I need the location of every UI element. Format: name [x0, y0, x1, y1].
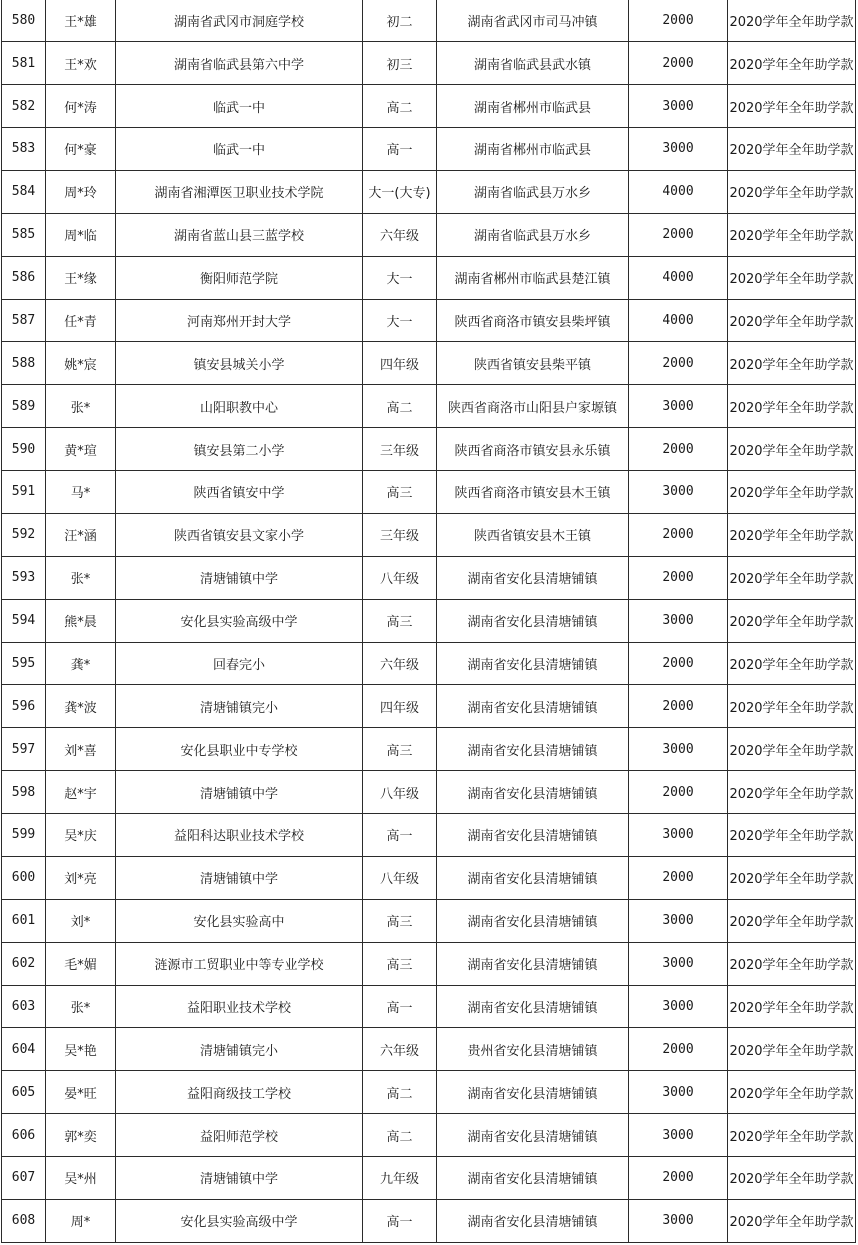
aid-type-cell: 2020学年全年助学款 [728, 170, 856, 213]
address-cell: 湖南省安化县清塘铺镇 [437, 985, 629, 1028]
school-cell: 衡阳师范学院 [116, 256, 363, 299]
row-number-cell: 599 [2, 814, 46, 857]
student-name-cell: 张* [46, 385, 116, 428]
aid-type-cell: 2020学年全年助学款 [728, 642, 856, 685]
amount-cell: 4000 [629, 299, 728, 342]
aid-type-cell: 2020学年全年助学款 [728, 513, 856, 556]
aid-type-cell: 2020学年全年助学款 [728, 256, 856, 299]
amount-cell: 3000 [629, 1199, 728, 1242]
address-cell: 湖南省安化县清塘铺镇 [437, 1114, 629, 1157]
aid-type-cell: 2020学年全年助学款 [728, 685, 856, 728]
student-name-cell: 晏*旺 [46, 1071, 116, 1114]
student-name-cell: 黄*瑄 [46, 428, 116, 471]
table-row [2, 128, 856, 171]
grade-cell: 高三 [363, 899, 437, 942]
student-name-cell: 周*玲 [46, 170, 116, 213]
address-cell: 湖南省安化县清塘铺镇 [437, 685, 629, 728]
grade-cell: 六年级 [363, 642, 437, 685]
amount-cell: 2000 [629, 856, 728, 899]
school-cell: 涟源市工贸职业中等专业学校 [116, 942, 363, 985]
grade-cell: 高三 [363, 728, 437, 771]
amount-cell: 2000 [629, 513, 728, 556]
address-cell: 湖南省武冈市司马冲镇 [437, 0, 629, 42]
amount-cell: 3000 [629, 1071, 728, 1114]
school-cell: 陕西省镇安县文家小学 [116, 513, 363, 556]
address-cell: 湖南省安化县清塘铺镇 [437, 856, 629, 899]
table-row [2, 256, 856, 299]
school-cell: 清塘铺镇中学 [116, 1157, 363, 1200]
aid-type-cell: 2020学年全年助学款 [728, 814, 856, 857]
grade-cell: 高一 [363, 814, 437, 857]
school-cell: 清塘铺镇中学 [116, 556, 363, 599]
student-name-cell: 毛*媚 [46, 942, 116, 985]
school-cell: 安化县职业中专学校 [116, 728, 363, 771]
school-cell: 清塘铺镇中学 [116, 771, 363, 814]
grade-cell: 高三 [363, 942, 437, 985]
amount-cell: 2000 [629, 213, 728, 256]
amount-cell: 4000 [629, 170, 728, 213]
student-name-cell: 张* [46, 985, 116, 1028]
row-number-cell: 603 [2, 985, 46, 1028]
grade-cell: 大一 [363, 256, 437, 299]
row-number-cell: 605 [2, 1071, 46, 1114]
address-cell: 湖南省安化县清塘铺镇 [437, 942, 629, 985]
amount-cell: 3000 [629, 599, 728, 642]
table-row [2, 170, 856, 213]
student-name-cell: 任*青 [46, 299, 116, 342]
table-row [2, 1071, 856, 1114]
aid-type-cell: 2020学年全年助学款 [728, 985, 856, 1028]
school-cell: 湖南省临武县第六中学 [116, 42, 363, 85]
school-cell: 镇安县城关小学 [116, 342, 363, 385]
school-cell: 清塘铺镇完小 [116, 1028, 363, 1071]
grade-cell: 高一 [363, 128, 437, 171]
address-cell: 贵州省安化县清塘铺镇 [437, 1028, 629, 1071]
student-name-cell: 王*雄 [46, 0, 116, 42]
amount-cell: 3000 [629, 899, 728, 942]
table-row [2, 1028, 856, 1071]
address-cell: 湖南省郴州市临武县楚江镇 [437, 256, 629, 299]
student-name-cell: 周* [46, 1199, 116, 1242]
row-number-cell: 588 [2, 342, 46, 385]
aid-type-cell: 2020学年全年助学款 [728, 556, 856, 599]
grade-cell: 四年级 [363, 342, 437, 385]
table-row [2, 385, 856, 428]
school-cell: 益阳师范学校 [116, 1114, 363, 1157]
grade-cell: 初三 [363, 42, 437, 85]
grade-cell: 九年级 [363, 1157, 437, 1200]
student-name-cell: 张* [46, 556, 116, 599]
row-number-cell: 606 [2, 1114, 46, 1157]
aid-type-cell: 2020学年全年助学款 [728, 213, 856, 256]
row-number-cell: 584 [2, 170, 46, 213]
grade-cell: 高二 [363, 85, 437, 128]
table-row [2, 428, 856, 471]
aid-type-cell: 2020学年全年助学款 [728, 1199, 856, 1242]
row-number-cell: 586 [2, 256, 46, 299]
aid-type-cell: 2020学年全年助学款 [728, 342, 856, 385]
student-name-cell: 何*涛 [46, 85, 116, 128]
address-cell: 湖南省安化县清塘铺镇 [437, 1199, 629, 1242]
grade-cell: 大一(大专) [363, 170, 437, 213]
row-number-cell: 589 [2, 385, 46, 428]
table-row [2, 342, 856, 385]
grade-cell: 八年级 [363, 771, 437, 814]
grade-cell: 六年级 [363, 213, 437, 256]
aid-type-cell: 2020学年全年助学款 [728, 599, 856, 642]
row-number-cell: 608 [2, 1199, 46, 1242]
amount-cell: 2000 [629, 342, 728, 385]
grade-cell: 高三 [363, 471, 437, 514]
row-number-cell: 581 [2, 42, 46, 85]
address-cell: 湖南省郴州市临武县 [437, 85, 629, 128]
school-cell: 益阳科达职业技术学校 [116, 814, 363, 857]
aid-type-cell: 2020学年全年助学款 [728, 85, 856, 128]
amount-cell: 2000 [629, 1028, 728, 1071]
aid-type-cell: 2020学年全年助学款 [728, 0, 856, 42]
row-number-cell: 582 [2, 85, 46, 128]
row-number-cell: 607 [2, 1157, 46, 1200]
address-cell: 陕西省镇安县柴平镇 [437, 342, 629, 385]
address-cell: 湖南省安化县清塘铺镇 [437, 728, 629, 771]
table-row [2, 685, 856, 728]
amount-cell: 4000 [629, 256, 728, 299]
grade-cell: 三年级 [363, 428, 437, 471]
grade-cell: 八年级 [363, 856, 437, 899]
table-row [2, 0, 856, 42]
aid-type-cell: 2020学年全年助学款 [728, 385, 856, 428]
amount-cell: 3000 [629, 728, 728, 771]
student-name-cell: 王*欢 [46, 42, 116, 85]
grade-cell: 高三 [363, 599, 437, 642]
row-number-cell: 600 [2, 856, 46, 899]
school-cell: 河南郑州开封大学 [116, 299, 363, 342]
amount-cell: 2000 [629, 771, 728, 814]
student-name-cell: 刘*亮 [46, 856, 116, 899]
student-name-cell: 赵*宇 [46, 771, 116, 814]
row-number-cell: 591 [2, 471, 46, 514]
table-row [2, 1114, 856, 1157]
school-cell: 益阳职业技术学校 [116, 985, 363, 1028]
grade-cell: 高二 [363, 1114, 437, 1157]
address-cell: 湖南省郴州市临武县 [437, 128, 629, 171]
grade-cell: 三年级 [363, 513, 437, 556]
table-row [2, 556, 856, 599]
student-name-cell: 姚*宸 [46, 342, 116, 385]
table-row [2, 642, 856, 685]
address-cell: 陕西省商洛市镇安县柴坪镇 [437, 299, 629, 342]
grade-cell: 高二 [363, 1071, 437, 1114]
amount-cell: 3000 [629, 942, 728, 985]
student-name-cell: 郭*奕 [46, 1114, 116, 1157]
row-number-cell: 593 [2, 556, 46, 599]
row-number-cell: 583 [2, 128, 46, 171]
amount-cell: 2000 [629, 556, 728, 599]
student-name-cell: 刘*喜 [46, 728, 116, 771]
amount-cell: 2000 [629, 0, 728, 42]
grade-cell: 四年级 [363, 685, 437, 728]
amount-cell: 3000 [629, 128, 728, 171]
school-cell: 镇安县第二小学 [116, 428, 363, 471]
address-cell: 湖南省安化县清塘铺镇 [437, 1157, 629, 1200]
row-number-cell: 590 [2, 428, 46, 471]
row-number-cell: 602 [2, 942, 46, 985]
table-row [2, 814, 856, 857]
table-row [2, 985, 856, 1028]
student-name-cell: 龚*波 [46, 685, 116, 728]
student-name-cell: 周*临 [46, 213, 116, 256]
row-number-cell: 587 [2, 299, 46, 342]
student-name-cell: 吴*艳 [46, 1028, 116, 1071]
table-row [2, 513, 856, 556]
address-cell: 湖南省安化县清塘铺镇 [437, 899, 629, 942]
address-cell: 湖南省临武县万水乡 [437, 170, 629, 213]
school-cell: 清塘铺镇完小 [116, 685, 363, 728]
aid-type-cell: 2020学年全年助学款 [728, 1157, 856, 1200]
aid-type-cell: 2020学年全年助学款 [728, 428, 856, 471]
aid-type-cell: 2020学年全年助学款 [728, 299, 856, 342]
table-row [2, 942, 856, 985]
amount-cell: 3000 [629, 1114, 728, 1157]
amount-cell: 3000 [629, 385, 728, 428]
table-row [2, 1199, 856, 1242]
scholarship-table-page [1, 0, 855, 1243]
amount-cell: 3000 [629, 985, 728, 1028]
row-number-cell: 597 [2, 728, 46, 771]
address-cell: 湖南省临武县万水乡 [437, 213, 629, 256]
aid-type-cell: 2020学年全年助学款 [728, 1028, 856, 1071]
student-name-cell: 吴*州 [46, 1157, 116, 1200]
address-cell: 湖南省安化县清塘铺镇 [437, 599, 629, 642]
aid-type-cell: 2020学年全年助学款 [728, 1114, 856, 1157]
aid-type-cell: 2020学年全年助学款 [728, 771, 856, 814]
grade-cell: 高一 [363, 985, 437, 1028]
amount-cell: 2000 [629, 1157, 728, 1200]
amount-cell: 3000 [629, 471, 728, 514]
address-cell: 湖南省安化县清塘铺镇 [437, 642, 629, 685]
row-number-cell: 601 [2, 899, 46, 942]
student-name-cell: 龚* [46, 642, 116, 685]
school-cell: 临武一中 [116, 128, 363, 171]
table-row [2, 85, 856, 128]
address-cell: 陕西省镇安县木王镇 [437, 513, 629, 556]
grade-cell: 高一 [363, 1199, 437, 1242]
table-row [2, 213, 856, 256]
address-cell: 湖南省安化县清塘铺镇 [437, 771, 629, 814]
row-number-cell: 598 [2, 771, 46, 814]
table-row [2, 728, 856, 771]
aid-type-cell: 2020学年全年助学款 [728, 471, 856, 514]
amount-cell: 2000 [629, 642, 728, 685]
school-cell: 安化县实验高中 [116, 899, 363, 942]
aid-type-cell: 2020学年全年助学款 [728, 728, 856, 771]
grade-cell: 大一 [363, 299, 437, 342]
school-cell: 清塘铺镇中学 [116, 856, 363, 899]
address-cell: 陕西省商洛市镇安县永乐镇 [437, 428, 629, 471]
school-cell: 陕西省镇安中学 [116, 471, 363, 514]
aid-type-cell: 2020学年全年助学款 [728, 128, 856, 171]
amount-cell: 3000 [629, 814, 728, 857]
table-row [2, 771, 856, 814]
grade-cell: 高二 [363, 385, 437, 428]
amount-cell: 2000 [629, 42, 728, 85]
grade-cell: 八年级 [363, 556, 437, 599]
school-cell: 湖南省湘潭医卫职业技术学院 [116, 170, 363, 213]
row-number-cell: 594 [2, 599, 46, 642]
school-cell: 益阳商级技工学校 [116, 1071, 363, 1114]
row-number-cell: 592 [2, 513, 46, 556]
school-cell: 回春完小 [116, 642, 363, 685]
student-name-cell: 吴*庆 [46, 814, 116, 857]
address-cell: 湖南省安化县清塘铺镇 [437, 556, 629, 599]
school-cell: 湖南省武冈市洞庭学校 [116, 0, 363, 42]
aid-type-cell: 2020学年全年助学款 [728, 899, 856, 942]
row-number-cell: 595 [2, 642, 46, 685]
amount-cell: 2000 [629, 685, 728, 728]
student-name-cell: 熊*晨 [46, 599, 116, 642]
student-name-cell: 刘* [46, 899, 116, 942]
table-row [2, 471, 856, 514]
address-cell: 湖南省临武县武水镇 [437, 42, 629, 85]
table-row [2, 899, 856, 942]
aid-type-cell: 2020学年全年助学款 [728, 856, 856, 899]
table-row [2, 299, 856, 342]
row-number-cell: 596 [2, 685, 46, 728]
address-cell: 湖南省安化县清塘铺镇 [437, 814, 629, 857]
amount-cell: 2000 [629, 428, 728, 471]
table-body [2, 0, 856, 1243]
aid-type-cell: 2020学年全年助学款 [728, 42, 856, 85]
school-cell: 山阳职教中心 [116, 385, 363, 428]
row-number-cell: 585 [2, 213, 46, 256]
student-name-cell: 汪*涵 [46, 513, 116, 556]
grade-cell: 六年级 [363, 1028, 437, 1071]
row-number-cell: 580 [2, 0, 46, 42]
row-number-cell: 604 [2, 1028, 46, 1071]
address-cell: 湖南省安化县清塘铺镇 [437, 1071, 629, 1114]
student-name-cell: 王*缘 [46, 256, 116, 299]
school-cell: 临武一中 [116, 85, 363, 128]
student-name-cell: 马* [46, 471, 116, 514]
school-cell: 安化县实验高级中学 [116, 1199, 363, 1242]
address-cell: 陕西省商洛市山阳县户家塬镇 [437, 385, 629, 428]
grade-cell: 初二 [363, 0, 437, 42]
aid-type-cell: 2020学年全年助学款 [728, 1071, 856, 1114]
address-cell: 陕西省商洛市镇安县木王镇 [437, 471, 629, 514]
table-row [2, 856, 856, 899]
school-cell: 安化县实验高级中学 [116, 599, 363, 642]
scholarship-table [1, 0, 856, 1243]
table-row [2, 599, 856, 642]
amount-cell: 3000 [629, 85, 728, 128]
aid-type-cell: 2020学年全年助学款 [728, 942, 856, 985]
table-row [2, 42, 856, 85]
student-name-cell: 何*豪 [46, 128, 116, 171]
table-row [2, 1157, 856, 1200]
school-cell: 湖南省蓝山县三蓝学校 [116, 213, 363, 256]
